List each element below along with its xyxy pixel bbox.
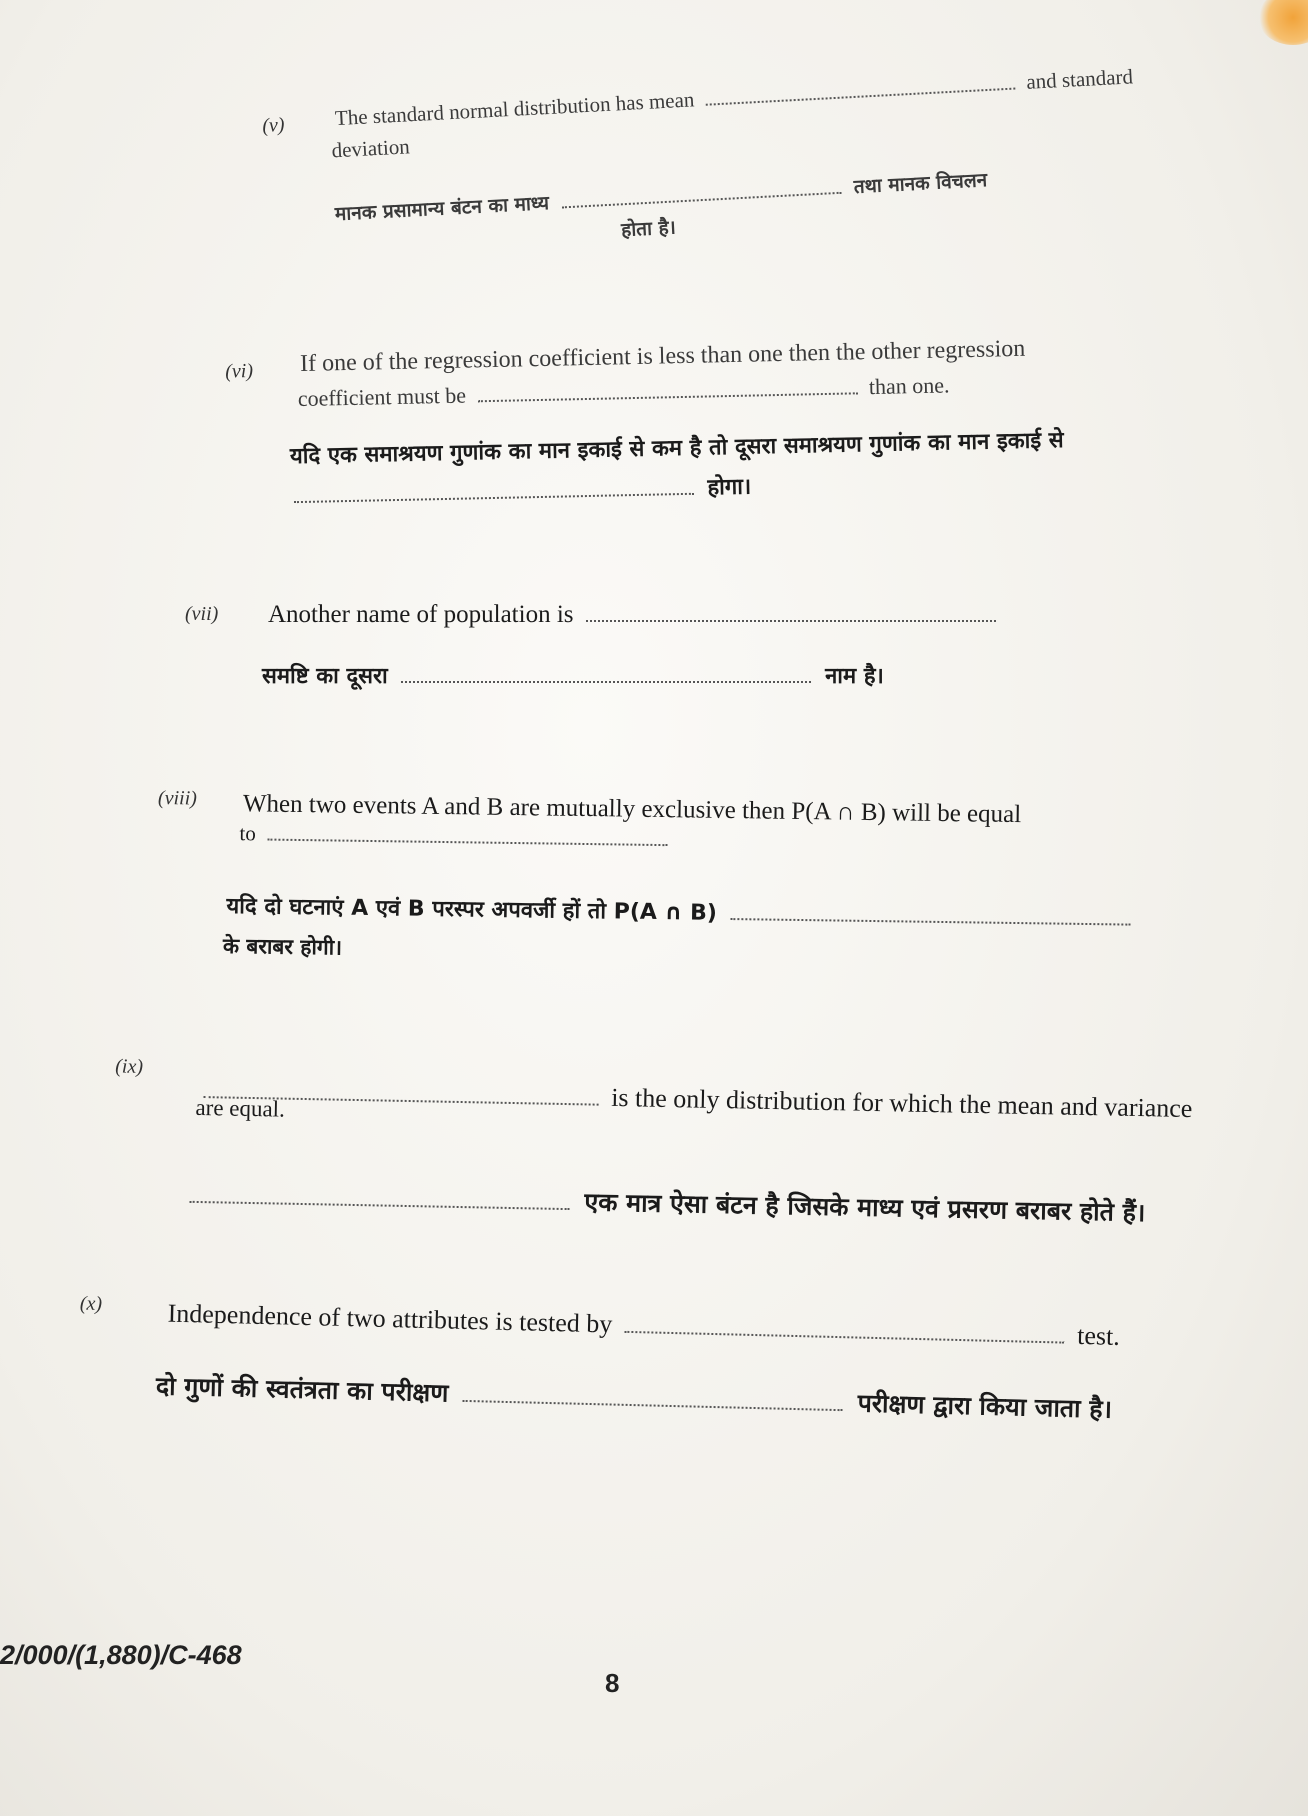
page-number: 8 — [605, 1668, 620, 1698]
question-text-hindi: यदि दो घटनाएं A एवं B परस्पर अपवर्जी हों तो P(A ∩ B) — [226, 894, 1136, 933]
question-number: (vii) — [185, 603, 219, 625]
question-text-hindi: दो गुणों की स्वतंत्रता का परीक्षण परीक्षण द्वारा किया जाता है। — [155, 1371, 1113, 1424]
question-text-english: When two events A and B are mutually exclusive then P(A ∩ B) will be equal — [242, 790, 1022, 829]
question-number: (x) — [79, 1292, 103, 1316]
question-text-english: is the only distribution for which the mean and variance — [198, 1074, 1193, 1124]
question-text-hindi: मानक प्रसामान्य बंटन का माध्य तथा मानक विचलन — [334, 169, 988, 226]
question-text-hindi: होता है। — [620, 216, 677, 242]
question-number: (v) — [261, 113, 286, 137]
question-text-english: If one of the regression coefficient is less than one then the other regression — [299, 335, 1026, 377]
question-text-hindi: के बराबर होगी। — [222, 933, 343, 960]
question-text-english: are equal. — [195, 1094, 286, 1122]
question-number: (viii) — [157, 787, 198, 810]
question-text-hindi: एक मात्र ऐसा बंटन है जिसके माध्य एवं प्रसरण बराबर होते हैं। — [184, 1180, 1146, 1228]
answer-blank[interactable] — [463, 1399, 843, 1411]
question-text-english: deviation — [331, 134, 411, 163]
question-text-english: coefficient must be than one. — [297, 372, 950, 412]
question-text-english: The standard normal distribution has mean and standard — [334, 64, 1134, 131]
question-text-hindi: होगा। — [288, 475, 752, 511]
question-number: (ix) — [115, 1055, 144, 1078]
question-text-hindi: समष्टि का दूसरा नाम है। — [262, 664, 884, 689]
question-text-english: to — [239, 821, 673, 852]
question-text-hindi: यदि एक समाश्रयण गुणांक का मान इकाई से कम है तो दूसरा समाश्रयण गुणांक का मान इकाई से — [289, 428, 1064, 470]
question-number: (vi) — [224, 359, 254, 383]
question-text-english: Independence of two attributes is tested by test. — [167, 1298, 1121, 1351]
paper-code: 2/000/(1,880)/C-468 — [0, 1640, 242, 1670]
answer-blank[interactable] — [625, 1330, 1065, 1344]
question-text-english: Another name of population is — [268, 600, 1002, 630]
